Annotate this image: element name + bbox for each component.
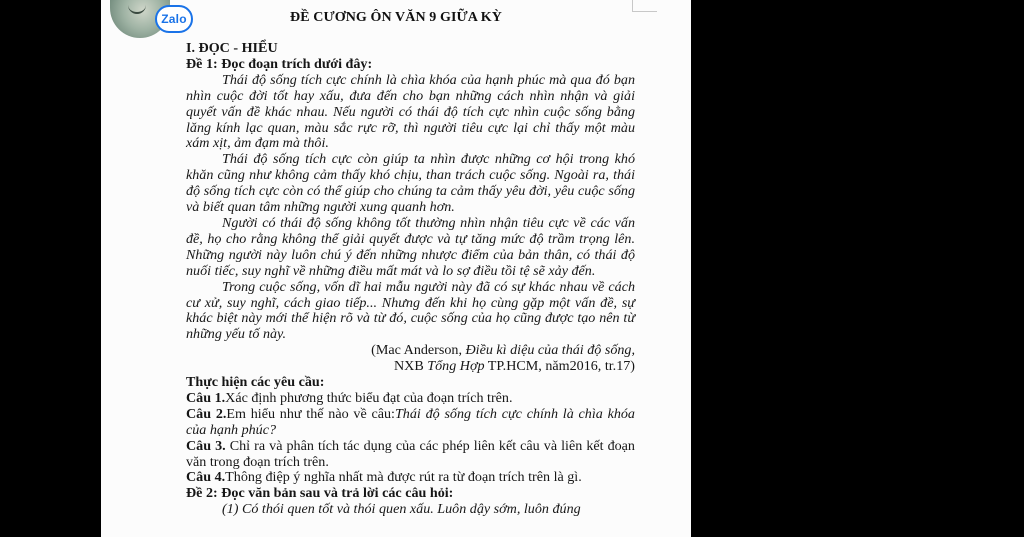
passage-paragraph-2: Thái độ sống tích cực còn giúp ta nhìn được những cơ hội trong khó khăn cũng như không cảm thấy khó chịu, than trách cuộc sống. Ngoài ra, thái độ sống tích cực còn có thể giúp cho chúng ta cảm thấy yêu đời, yêu cuộc sống và biết quan tâm những người xung quanh hơn.: [186, 151, 635, 216]
question-3: [186, 439, 635, 471]
document-page: [101, 0, 691, 537]
question-1-label: Câu 1.: [186, 389, 226, 406]
document-title: ĐỀ CƯƠNG ÔN VĂN 9 GIỮA KỲ: [290, 10, 502, 25]
question-2-text: Em hiểu như thế nào về câu:: [226, 405, 395, 422]
citation-publisher: Tổng Hợp: [427, 358, 485, 375]
question-1: [186, 391, 635, 407]
citation-line-1: [186, 343, 635, 359]
citation-line-2: [186, 359, 635, 375]
question-4: [186, 470, 635, 486]
zalo-label: Zalo: [161, 12, 187, 26]
citation-title: Điều kì diệu của thái độ sống,: [465, 342, 635, 359]
de2-passage-line: (1) Có thói quen tốt và thói quen xấu. Luôn dậy sớm, luôn đúng: [222, 501, 581, 518]
passage-paragraph-1: Thái độ sống tích cực chính là chìa khóa của hạnh phúc mà qua đó bạn nhìn cuộc đời tốt hay xấu, đưa đến cho bạn những cách nhìn nhận và giải quyết vấn đề khác nhau. Nếu người có thái độ tích cực nhìn cuộc sống bằng lăng kính lạc quan, màu sắc rực rỡ, thì người tiêu cực lại chỉ thấy một màu xám xịt, ảm đạm mà thôi.: [186, 71, 635, 152]
question-2: [186, 407, 635, 439]
passage-paragraph-3: Người có thái độ sống không tốt thường nhìn nhận tiêu cực về các vấn đề, họ cho rằng không thể giải quyết được và tự tăng mức độ trầm trọng lên. Những người này luôn chú ý đến những nhược điểm của bản thân, có thái độ nuối tiếc, suy nghĩ về những điều mất mát và lo sợ điều tồi tệ sẽ xảy đến.: [186, 214, 635, 279]
question-3-text: Chỉ ra và phân tích tác dụng của các phép liên kết câu và liên kết đoạn văn trong đoạn trích trên.: [186, 437, 635, 470]
tasks-heading: Thực hiện các yêu cầu:: [186, 374, 325, 391]
de2-heading: Đề 2: Đọc văn bản sau và trả lời các câu hỏi:: [186, 485, 454, 502]
citation-nxb: NXB: [393, 358, 428, 375]
passage-paragraph-4: Trong cuộc sống, vốn dĩ hai mẫu người này đã có sự khác nhau về cách cư xử, suy nghĩ, cách giao tiếp... Nhưng đến khi họ cùng gặp một vấn đề, sự khác biệt này mới thể hiện rõ và từ đó, cuộc sống của họ cũng được tạo nên từ những yếu tố này.: [186, 278, 635, 343]
question-2-label: Câu 2.: [186, 405, 227, 422]
question-4-text: Thông điệp ý nghĩa nhất mà được rút ra từ đoạn trích trên là gì.: [225, 469, 582, 486]
de1-heading: Đề 1: Đọc đoạn trích dưới đây:: [186, 55, 373, 72]
citation-author: (Mac Anderson,: [371, 342, 466, 359]
question-2-quote: Thái độ sống tích cực chính là chìa khóa của hạnh phúc?: [186, 405, 635, 438]
question-1-text: Xác định phương thức biểu đạt của đoạn trích trên.: [225, 389, 513, 406]
question-3-label: Câu 3.: [186, 437, 226, 454]
document-body: [186, 41, 635, 518]
citation-place-year: TP.HCM, năm2016, tr.17): [484, 358, 635, 375]
question-4-label: Câu 4.: [186, 469, 226, 486]
section-heading: I. ĐỌC - HIỂU: [186, 40, 278, 56]
